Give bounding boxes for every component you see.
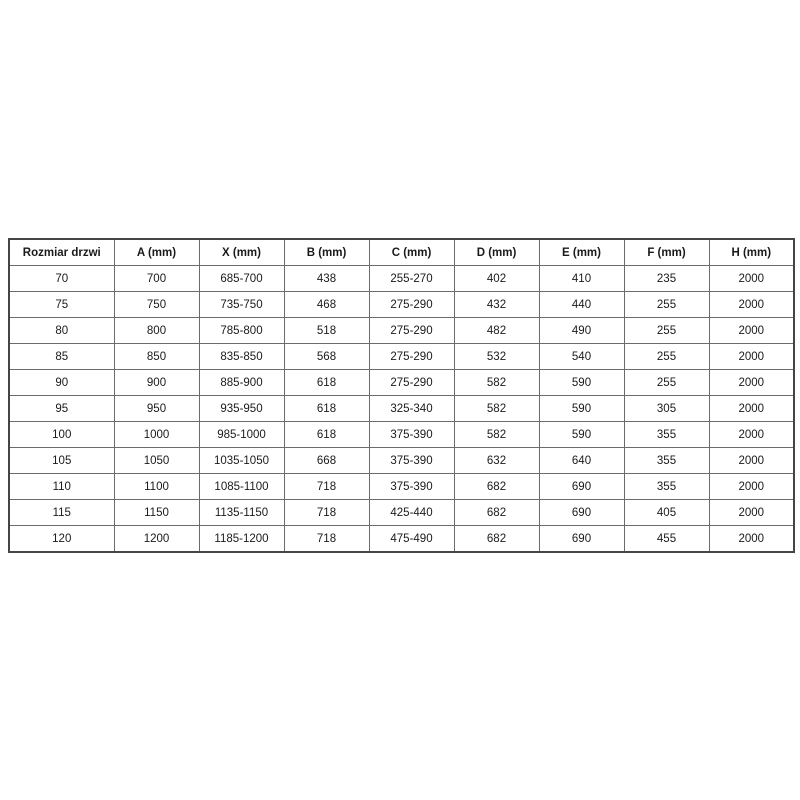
table-cell: 355: [624, 448, 709, 474]
table-cell: 718: [284, 474, 369, 500]
table-cell: 735-750: [199, 292, 284, 318]
table-cell: 690: [539, 526, 624, 553]
table-cell: 275-290: [369, 370, 454, 396]
table-cell: 355: [624, 422, 709, 448]
table-cell: 518: [284, 318, 369, 344]
table-cell: 1185-1200: [199, 526, 284, 553]
table-cell: 785-800: [199, 318, 284, 344]
table-cell: 682: [454, 526, 539, 553]
table-cell: 632: [454, 448, 539, 474]
door-dimensions-table: [8, 238, 795, 553]
table-cell: 1150: [114, 500, 199, 526]
table-cell: 110: [9, 474, 114, 500]
table-row: [9, 266, 794, 292]
table-cell: 255: [624, 318, 709, 344]
table-cell: 275-290: [369, 318, 454, 344]
table-header-row: [9, 239, 794, 266]
table-cell: 275-290: [369, 344, 454, 370]
table-row: [9, 370, 794, 396]
column-header-rozmiar-drzwi: Rozmiar drzwi: [9, 239, 114, 266]
table-cell: 1085-1100: [199, 474, 284, 500]
table-row: [9, 318, 794, 344]
column-header-f: F (mm): [624, 239, 709, 266]
table-row: [9, 526, 794, 553]
table-cell: 2000: [709, 500, 794, 526]
table-cell: 950: [114, 396, 199, 422]
table-cell: 640: [539, 448, 624, 474]
table-cell: 582: [454, 370, 539, 396]
table-cell: 440: [539, 292, 624, 318]
table-cell: 1050: [114, 448, 199, 474]
table-cell: 1035-1050: [199, 448, 284, 474]
table-cell: 490: [539, 318, 624, 344]
table-cell: 2000: [709, 422, 794, 448]
table-cell: 682: [454, 474, 539, 500]
table-cell: 355: [624, 474, 709, 500]
table-cell: 682: [454, 500, 539, 526]
table-cell: 70: [9, 266, 114, 292]
table-row: [9, 422, 794, 448]
table-cell: 2000: [709, 292, 794, 318]
table-cell: 590: [539, 422, 624, 448]
table-cell: 690: [539, 500, 624, 526]
table-cell: 618: [284, 396, 369, 422]
table-cell: 455: [624, 526, 709, 553]
table-cell: 685-700: [199, 266, 284, 292]
table-cell: 582: [454, 396, 539, 422]
table-cell: 482: [454, 318, 539, 344]
table-cell: 2000: [709, 344, 794, 370]
table-cell: 668: [284, 448, 369, 474]
table-cell: 425-440: [369, 500, 454, 526]
table-cell: 885-900: [199, 370, 284, 396]
table-cell: 375-390: [369, 448, 454, 474]
table-cell: 2000: [709, 448, 794, 474]
table-cell: 935-950: [199, 396, 284, 422]
table-cell: 405: [624, 500, 709, 526]
column-header-x: X (mm): [199, 239, 284, 266]
column-header-e: E (mm): [539, 239, 624, 266]
table-cell: 305: [624, 396, 709, 422]
table-cell: 1200: [114, 526, 199, 553]
table-row: [9, 500, 794, 526]
table-cell: 540: [539, 344, 624, 370]
table-cell: 375-390: [369, 474, 454, 500]
table-row: [9, 292, 794, 318]
table-cell: 2000: [709, 370, 794, 396]
table-cell: 375-390: [369, 422, 454, 448]
table-cell: 235: [624, 266, 709, 292]
table-cell: 985-1000: [199, 422, 284, 448]
column-header-d: D (mm): [454, 239, 539, 266]
table-cell: 590: [539, 396, 624, 422]
table-row: [9, 344, 794, 370]
column-header-b: B (mm): [284, 239, 369, 266]
table-cell: 750: [114, 292, 199, 318]
table-cell: 2000: [709, 526, 794, 553]
table-cell: 105: [9, 448, 114, 474]
table-cell: 690: [539, 474, 624, 500]
table-cell: 618: [284, 422, 369, 448]
table-cell: 85: [9, 344, 114, 370]
table-cell: 432: [454, 292, 539, 318]
column-header-c: C (mm): [369, 239, 454, 266]
table-cell: 255: [624, 344, 709, 370]
table-cell: 2000: [709, 318, 794, 344]
table-cell: 90: [9, 370, 114, 396]
table-cell: 275-290: [369, 292, 454, 318]
table-cell: 568: [284, 344, 369, 370]
table-cell: 1135-1150: [199, 500, 284, 526]
table-row: [9, 396, 794, 422]
table-cell: 2000: [709, 396, 794, 422]
table-cell: 255: [624, 370, 709, 396]
table-row: [9, 448, 794, 474]
table-cell: 100: [9, 422, 114, 448]
table-cell: 1000: [114, 422, 199, 448]
column-header-a: A (mm): [114, 239, 199, 266]
table-cell: 582: [454, 422, 539, 448]
table-cell: 120: [9, 526, 114, 553]
table-cell: 718: [284, 500, 369, 526]
table-cell: 718: [284, 526, 369, 553]
table-cell: 438: [284, 266, 369, 292]
table-cell: 115: [9, 500, 114, 526]
table-cell: 468: [284, 292, 369, 318]
table-cell: 255: [624, 292, 709, 318]
table-cell: 325-340: [369, 396, 454, 422]
table-cell: 618: [284, 370, 369, 396]
table-cell: 80: [9, 318, 114, 344]
table-cell: 700: [114, 266, 199, 292]
table-body: [9, 266, 794, 553]
table-cell: 255-270: [369, 266, 454, 292]
table-cell: 1100: [114, 474, 199, 500]
table-cell: 402: [454, 266, 539, 292]
table-cell: 850: [114, 344, 199, 370]
table-cell: 800: [114, 318, 199, 344]
table-cell: 532: [454, 344, 539, 370]
column-header-h: H (mm): [709, 239, 794, 266]
table-cell: 2000: [709, 266, 794, 292]
table-cell: 75: [9, 292, 114, 318]
table-cell: 590: [539, 370, 624, 396]
table-row: [9, 474, 794, 500]
table-cell: 410: [539, 266, 624, 292]
table-cell: 2000: [709, 474, 794, 500]
table-cell: 95: [9, 396, 114, 422]
table-cell: 835-850: [199, 344, 284, 370]
table-cell: 475-490: [369, 526, 454, 553]
table-cell: 900: [114, 370, 199, 396]
